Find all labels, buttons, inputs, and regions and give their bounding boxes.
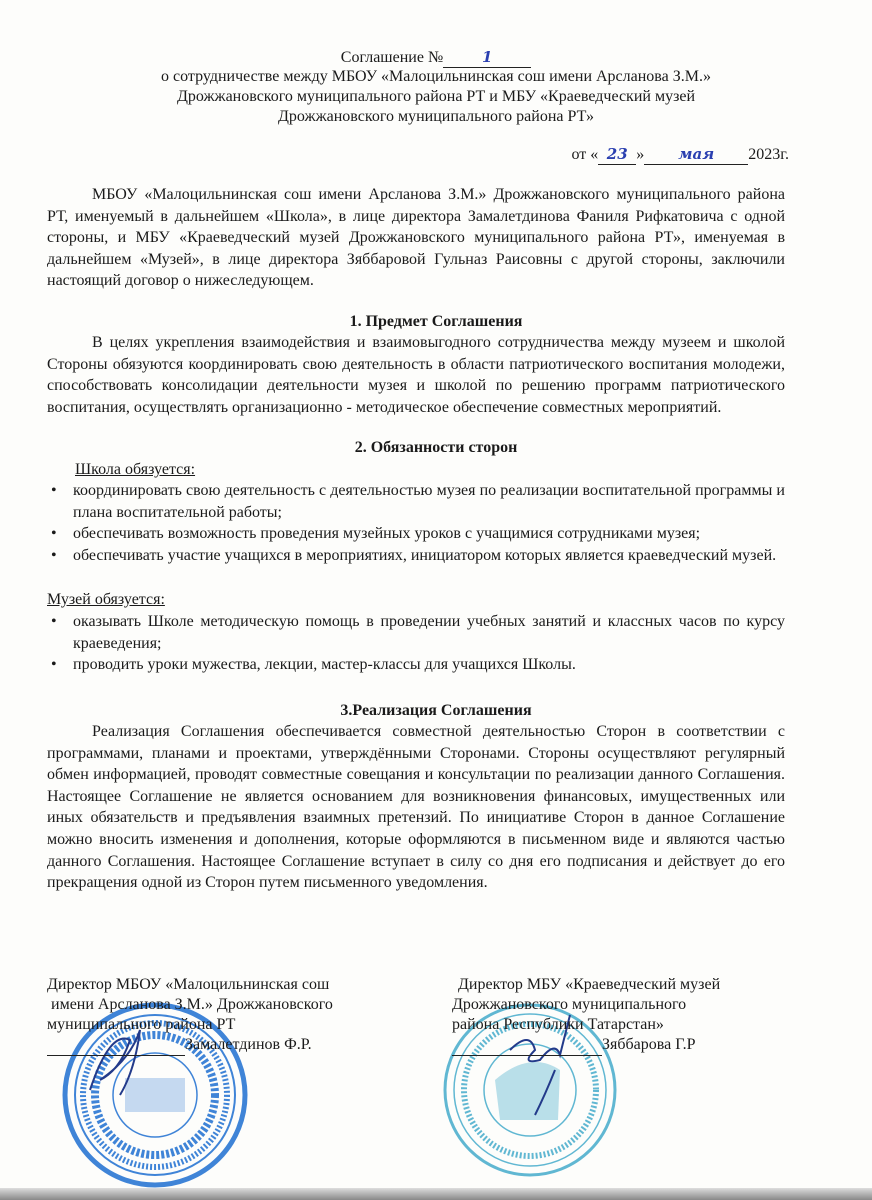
list-item: • обеспечивать возможность проведения музейных уроков с учащимися сотрудниками музея; [47, 523, 785, 545]
title-prefix: Соглашение № [340, 49, 444, 66]
school-signatory-line-1: Директор МБОУ «Малоцильнинская сош [47, 976, 330, 993]
list-item: • оказывать Школе методическую помощь в проведении учебных занятий и классных часов по курсу краеведения; [47, 611, 785, 654]
museum-obligations-label: Музей обязуется: [47, 591, 165, 608]
school-signatory-line-3: муниципального района РТ [47, 1016, 236, 1033]
section-1-text: В целях укрепления взаимодействия и взаимовыгодного сотрудничества между музеем и школой Стороны обязуются координировать свою деятельность в области патриотического воспитания молодежи, способствовать консолидации деятельности музея и школой по решению программ патриотического воспитания, осуществлять организационно - методическое обеспечение совместных мероприятий. [47, 334, 785, 416]
list-item: • координировать свою деятельность с деятельностью музея по реализации воспитательной программы и плана воспитательной работы; [47, 480, 785, 523]
section-3-text: Реализация Соглашения обеспечивается совместной деятельностью Сторон в соответствии с программами, планами и проектами, утверждёнными Сторонами. Стороны осуществляют регулярный обмен информацией, проводят совместные совещания и консультации по реализации данного Соглашения. Настоящее Соглашение не является основанием для возникновения финансовых, имущественных или иных обязательств и предъявления взаимных претензий. По инициативе Сторон в данное Соглашение можно вносить изменения и дополнения, которые оформляются в письменном виде и являются частью данного Соглашения. Настоящее Соглашение вступает в силу со дня его подписания и действует до его прекращения одной из Сторон путем письменного уведомления. [47, 723, 785, 892]
title-line-3: Дрожжановского муниципального района РТ и МБУ «Краеведческий музей [176, 88, 696, 105]
agreement-number: 1 [443, 47, 531, 68]
school-obligations-label: Школа обязуется: [75, 461, 196, 478]
section-1-heading: 1. Предмет Соглашения [349, 313, 523, 330]
school-obligations-list [47, 480, 785, 566]
section-3-heading: 3.Реализация Соглашения [340, 702, 532, 719]
date-day: 23 [598, 144, 636, 165]
school-signature-block [47, 975, 333, 1056]
date-prefix: от « [571, 146, 599, 163]
agreement-title [0, 47, 872, 68]
title-line-4: Дрожжановского муниципального района РТ» [278, 108, 594, 125]
school-signatory-line-2: имени Арсланова З.М.» Дрожжановского [47, 996, 333, 1013]
museum-obligations-list [47, 611, 785, 676]
museum-signatory-line-1: Директор МБУ «Краеведческий музей [458, 976, 721, 993]
title-line-2: о сотрудничестве между МБОУ «Малоцильнинская сош имени Арсланова З.М.» [160, 68, 711, 85]
intro-paragraph: МБОУ «Малоцильнинская сош имени Арсланова З.М.» Дрожжановского муниципального района РТ, именуемый в дальнейшем «Школа», в лице директора Замалетдинова Фаниля Рифкатовича с одной стороны, и МБУ «Краеведческий музей Дрожжановского муниципального района РТ», именуемая в дальнейшем «Музей», в лице директора Зяббаровой Гульназ Раисовны с другой стороны, заключили настоящий договор о нижеследующем. [47, 186, 785, 290]
date-year: 2023г. [748, 146, 789, 163]
school-signatory-name: Замалетдинов Ф.Р. [185, 1036, 312, 1053]
date-mid: » [636, 146, 645, 163]
scan-edge [0, 1188, 872, 1200]
date-month: мая [644, 144, 748, 165]
museum-signatory-line-3: района Республики Татарстан» [452, 1016, 664, 1033]
list-item: • обеспечивать участие учащихся в мероприятиях, инициатором которых является краеведческий музей. [47, 545, 785, 567]
museum-signature-block [452, 975, 720, 1056]
list-item: • проводить уроки мужества, лекции, мастер-классы для учащихся Школы. [47, 654, 785, 676]
museum-signatory-line-2: Дрожжановского муниципального [452, 996, 687, 1013]
section-2-heading: 2. Обязанности сторон [354, 439, 518, 456]
museum-signatory-name: Зяббарова Г.Р [602, 1036, 696, 1053]
agreement-date [571, 144, 789, 165]
